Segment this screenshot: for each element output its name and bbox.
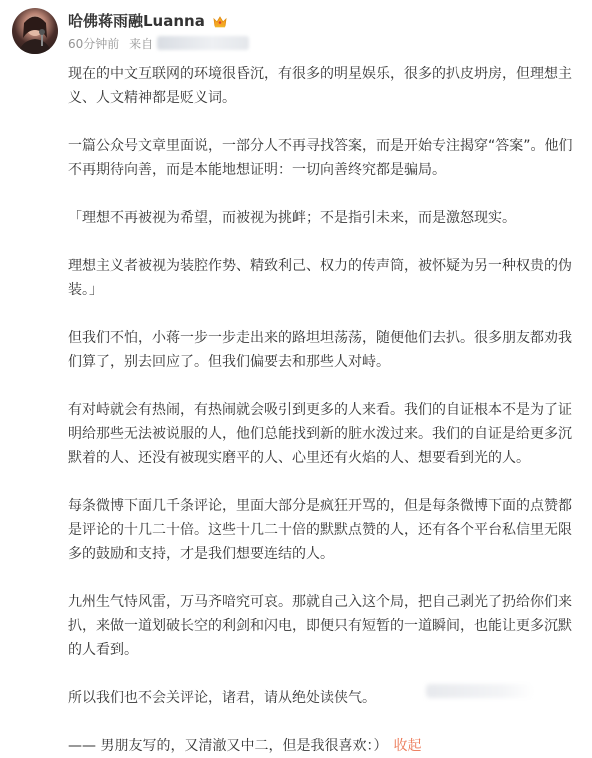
closing-text: —— 男朋友写的，又清澈又中二，但是我很喜欢：）: [68, 738, 388, 754]
author-name[interactable]: [68, 10, 227, 32]
redacted-overlay: [426, 684, 534, 698]
paragraph: 一篇公众号文章里面说，一部分人不再寻找答案，而是开始专注揭穿“答案”。他们不再期待向善，而是本能地想证明：一切向善终究都是骗局。: [68, 138, 573, 178]
paragraph: 现在的中文互联网的环境很昏沉，有很多的明星娱乐，很多的扒皮坍房，但理想主义、人文精神都是贬义词。: [68, 66, 572, 106]
paragraph: 但我们不怕，小蒋一步一步走出来的路坦坦荡荡，随便他们去扒。很多朋友都劝我们算了，别去回应了。但我们偏要去和那些人对峙。: [68, 330, 572, 370]
post-source-prefix: 来自: [129, 37, 154, 51]
post-meta: [68, 35, 249, 52]
avatar[interactable]: [12, 8, 58, 54]
paragraph: 每条微博下面几千条评论，里面大部分是疯狂开骂的，但是每条微博下面的点赞都是评论的十几二十倍。这些十几二十倍的默默点赞的人，还有各个平台私信里无限多的鼓励和支持，才是我们想要连结的人。: [68, 498, 572, 562]
redacted-source: [157, 36, 249, 50]
paragraph: 有对峙就会有热闹，有热闹就会吸引到更多的人来看。我们的自证根本不是为了证明给那些无法被说服的人，他们总能找到新的脏水泼过来。我们的自证是给更多沉默着的人、还没有被现实磨平的人、心里还有火焰的人、想要看到光的人。: [68, 402, 572, 466]
paragraph: 所以我们也不会关评论，诸君，请从绝处读侠气。: [68, 690, 376, 706]
paragraph: 九州生气恃风雷，万马齐喑究可哀。那就自己入这个局，把自己剥光了扔给你们来扒，来做一道划破长空的利剑和闪电，即便只有短暂的一道瞬间，也能让更多沉默的人看到。: [68, 594, 572, 658]
post-header: [0, 0, 592, 62]
closing-line: [68, 734, 580, 758]
post-time[interactable]: 60分钟前: [68, 37, 120, 51]
crown-icon: [213, 14, 227, 32]
post-body: [68, 62, 580, 758]
author-name-text[interactable]: 哈佛蒋雨融Luanna: [68, 12, 205, 30]
paragraph: 理想主义者被视为装腔作势、精致利己、权力的传声筒，被怀疑为另一种权贵的伪装。」: [68, 258, 572, 298]
paragraph: 「理想不再被视为希望，而被视为挑衅；不是指引未来，而是激怒现实。: [68, 210, 516, 226]
collapse-link[interactable]: 收起: [393, 738, 422, 754]
